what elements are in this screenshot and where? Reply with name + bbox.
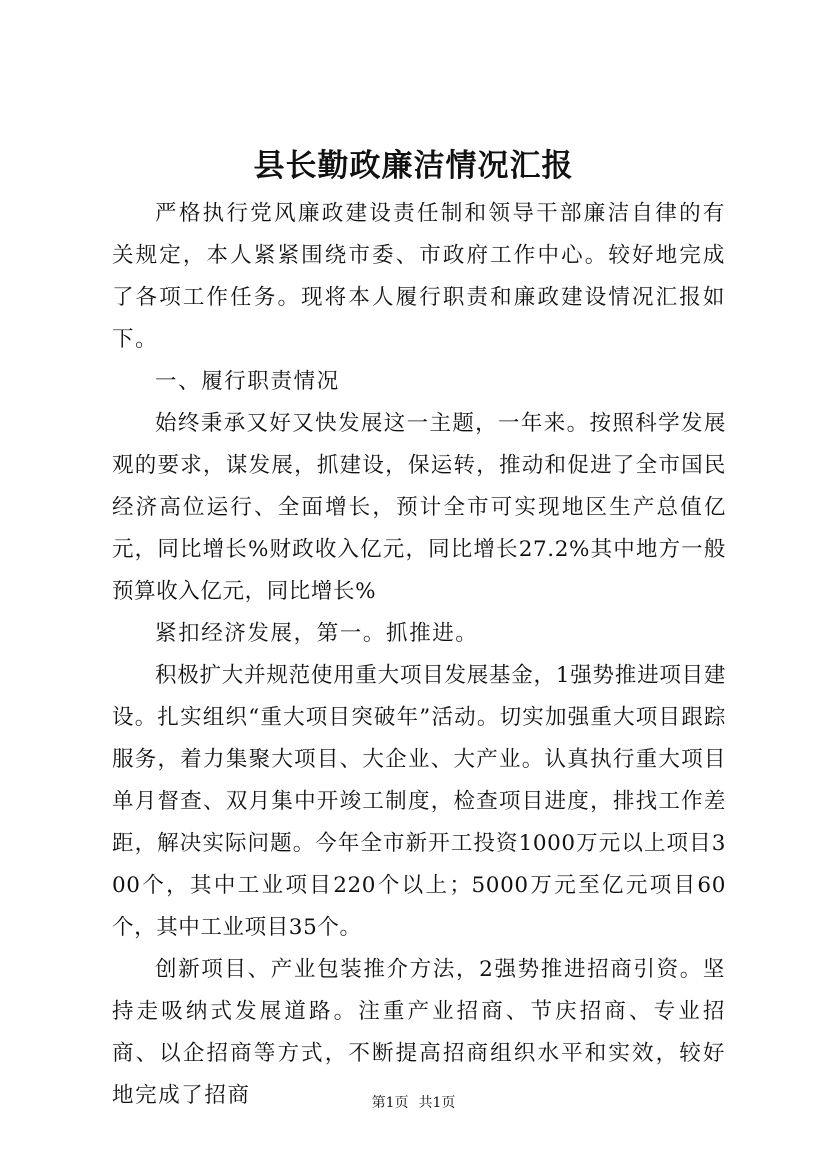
- document-body: [112, 193, 726, 1117]
- paragraph-intro: 严格执行党风廉政建设责任制和领导干部廉洁自律的有关规定，本人紧紧围绕市委、市政府工作中心。较好地完成了各项工作任务。现将本人履行职责和廉政建设情况汇报如下。: [112, 201, 726, 352]
- section-heading: 一、履行职责情况: [155, 369, 340, 394]
- document-title: 县长勤政廉洁情况汇报: [253, 148, 574, 184]
- paragraph-economy: 始终秉承又好又快发展这一主题，一年来。按照科学发展观的要求，谋发展，抓建设，保运转，推动和促进了全市国民经济高位运行、全面增长，预计全市可实现地区生产总值亿元，同比增长%财政收入亿元，同比增长27.2%其中地方一般预算收入亿元，同比增长%: [112, 411, 726, 604]
- page-number: 第1页: [371, 1095, 409, 1111]
- paragraph-investment: 创新项目、产业包装推介方法，2强势推进招商引资。坚持走吸纳式发展道路。注重产业招商、节庆招商、专业招商、以企招商等方式，不断提高招商组织水平和实效，较好地完成了招商: [112, 957, 726, 1108]
- page-footer: [0, 1093, 827, 1113]
- paragraph-projects: 积极扩大并规范使用重大项目发展基金，1强势推进项目建设。扎实组织“重大项目突破年”活动。切实加强重大项目跟踪服务，着力集聚大项目、大企业、大产业。认真执行重大项目单月督查、双月集中开竣工制度，检查项目进度，排找工作差距，解决实际问题。今年全市新开工投资1000万元以上项目300个，其中工业项目220个以上；5000万元至亿元项目60个，其中工业项目35个。: [112, 663, 726, 940]
- page-total: 共1页: [418, 1095, 456, 1111]
- paragraph-focus: 紧扣经济发展，第一。抓推进。: [155, 621, 479, 646]
